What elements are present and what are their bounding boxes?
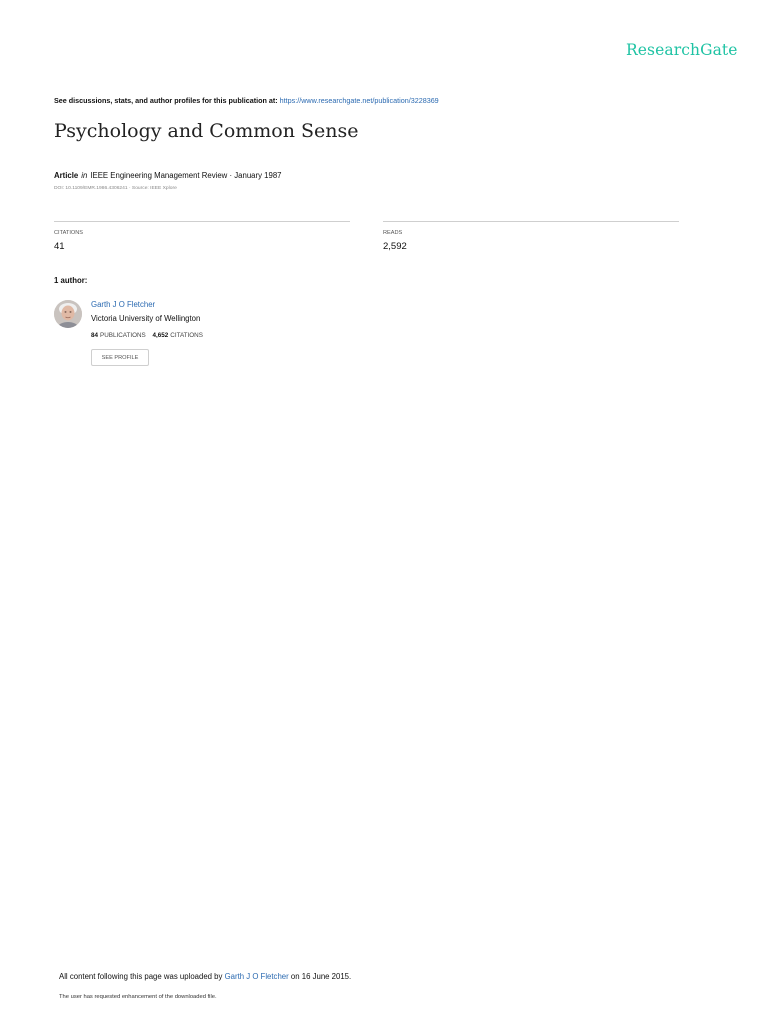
uploader-link[interactable]: Garth J O Fletcher	[224, 972, 289, 981]
divider-reads	[383, 221, 679, 222]
venue-date: IEEE Engineering Management Review · January 1987	[90, 171, 282, 180]
author-citations-label: CITATIONS	[170, 332, 203, 339]
see-profile-button[interactable]: SEE PROFILE	[91, 349, 149, 366]
citations-value: 41	[54, 241, 65, 252]
publication-link[interactable]: https://www.researchgate.net/publication/3228369	[279, 96, 439, 105]
reads-value: 2,592	[383, 241, 407, 252]
article-info	[54, 171, 282, 180]
discuss-line	[54, 96, 439, 105]
avatar[interactable]	[54, 300, 82, 328]
publication-title: Psychology and Common Sense	[54, 120, 359, 142]
citations-label: CITATIONS	[54, 230, 84, 236]
brand-logo[interactable]: ResearchGate	[626, 41, 738, 59]
reads-label: READS	[383, 230, 403, 236]
upload-suffix: on 16 June 2015.	[290, 972, 352, 981]
author-publications-label: PUBLICATIONS	[100, 332, 146, 339]
upload-prefix: All content following this page was uploaded by	[59, 972, 223, 981]
author-affiliation: Victoria University of Wellington	[91, 314, 201, 323]
in-word: in	[81, 171, 88, 180]
author-publications-count: 84	[91, 332, 99, 339]
author-citations-count: 4,652	[152, 332, 169, 339]
author-stats	[91, 332, 203, 339]
author-name-link[interactable]: Garth J O Fletcher	[91, 300, 156, 309]
article-type: Article	[54, 171, 79, 180]
authors-count: 1 author:	[54, 276, 88, 285]
doi-source: DOI: 10.1109/EMR.1986.4306241 · Source: IEEE Xplore	[54, 186, 177, 191]
upload-info	[59, 972, 351, 981]
discuss-text: See discussions, stats, and author profiles for this publication at:	[54, 96, 278, 105]
author-photo-icon	[54, 300, 82, 328]
divider-citations	[54, 221, 350, 222]
enhancement-note: The user has requested enhancement of the downloaded file.	[59, 994, 217, 1000]
